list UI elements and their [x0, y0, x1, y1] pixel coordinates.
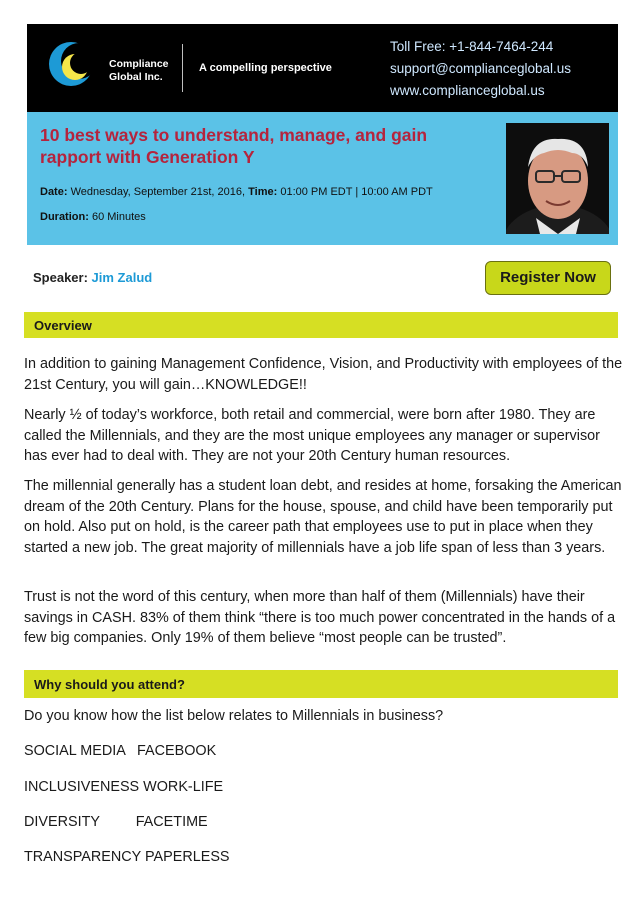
crescent-logo-icon — [41, 34, 111, 100]
list-item: TRANSPARENCY PAPERLESS — [24, 849, 230, 865]
event-title-box — [27, 112, 618, 245]
speaker-name[interactable]: Jim Zalud — [91, 270, 153, 285]
speaker-photo — [506, 123, 609, 234]
date-label: Date: — [40, 186, 68, 198]
list-item: INCLUSIVENESS WORK-LIFE — [24, 779, 224, 795]
header-banner — [27, 24, 618, 112]
duration-label: Duration: — [40, 211, 89, 223]
overview-paragraph-1: In addition to gaining Management Confidence, Vision, and Productivity with employees of the 21st Century, you will gain…KNOWLEDGE!! — [24, 356, 623, 393]
time-value: 01:00 PM EDT | 10:00 AM PDT — [280, 186, 433, 198]
date-value: Wednesday, September 21st, 2016, — [70, 186, 246, 198]
event-title: 10 best ways to understand, manage, and gain rapport with Generation Y — [40, 125, 428, 167]
overview-paragraph-2: Nearly ½ of today’s workforce, both retail and commercial, were born after 1980. They are called the Millennials, and they are the most unique employees any manager or supervisor has ever had to deal with. They are not your 20th Century human resources. — [24, 407, 600, 464]
duration-value: 60 Minutes — [91, 211, 146, 223]
tagline: A compelling perspective — [199, 62, 332, 74]
event-date-time — [40, 186, 433, 198]
speaker-line — [33, 270, 152, 285]
company-name-line2: Global Inc. — [109, 71, 163, 83]
event-duration — [40, 211, 146, 223]
company-name-line1: Compliance — [109, 58, 169, 70]
register-now-button[interactable]: Register Now — [485, 261, 611, 295]
overview-paragraph-3: The millennial generally has a student loan debt, and resides at home, forsaking the American dream of the 20th Century. Plans for the house, spouse, and child have been temporarily put on hold. Also put on hold, is the career path that employees use to put in place when they started a new job. The great majority of millennials have a job life span of less than 3 years. — [24, 478, 622, 556]
support-email[interactable]: support@complianceglobal.us — [390, 61, 572, 76]
banner-divider — [182, 44, 183, 92]
why-attend-heading: Why should you attend? — [24, 670, 618, 698]
why-attend-intro: Do you know how the list below relates to Millennials in business? — [24, 708, 444, 724]
speaker-label: Speaker: — [33, 270, 88, 285]
overview-paragraph-4: Trust is not the word of this century, when more than half of them (Millennials) have their savings in CASH. 83% of them think “there is too much power concentrated in the hands of a few big companies. Only 19% of them believe “most people can be trusted”. — [24, 589, 616, 646]
website-link[interactable]: www.complianceglobal.us — [390, 83, 545, 98]
toll-free: Toll Free: +1-844-7464-244 — [390, 39, 554, 54]
company-name — [109, 58, 169, 84]
list-item: SOCIAL MEDIA FACEBOOK — [24, 743, 217, 759]
contact-info — [390, 36, 571, 102]
time-label: Time: — [248, 186, 278, 198]
list-item: DIVERSITY FACETIME — [24, 814, 208, 830]
overview-heading: Overview — [24, 312, 618, 338]
